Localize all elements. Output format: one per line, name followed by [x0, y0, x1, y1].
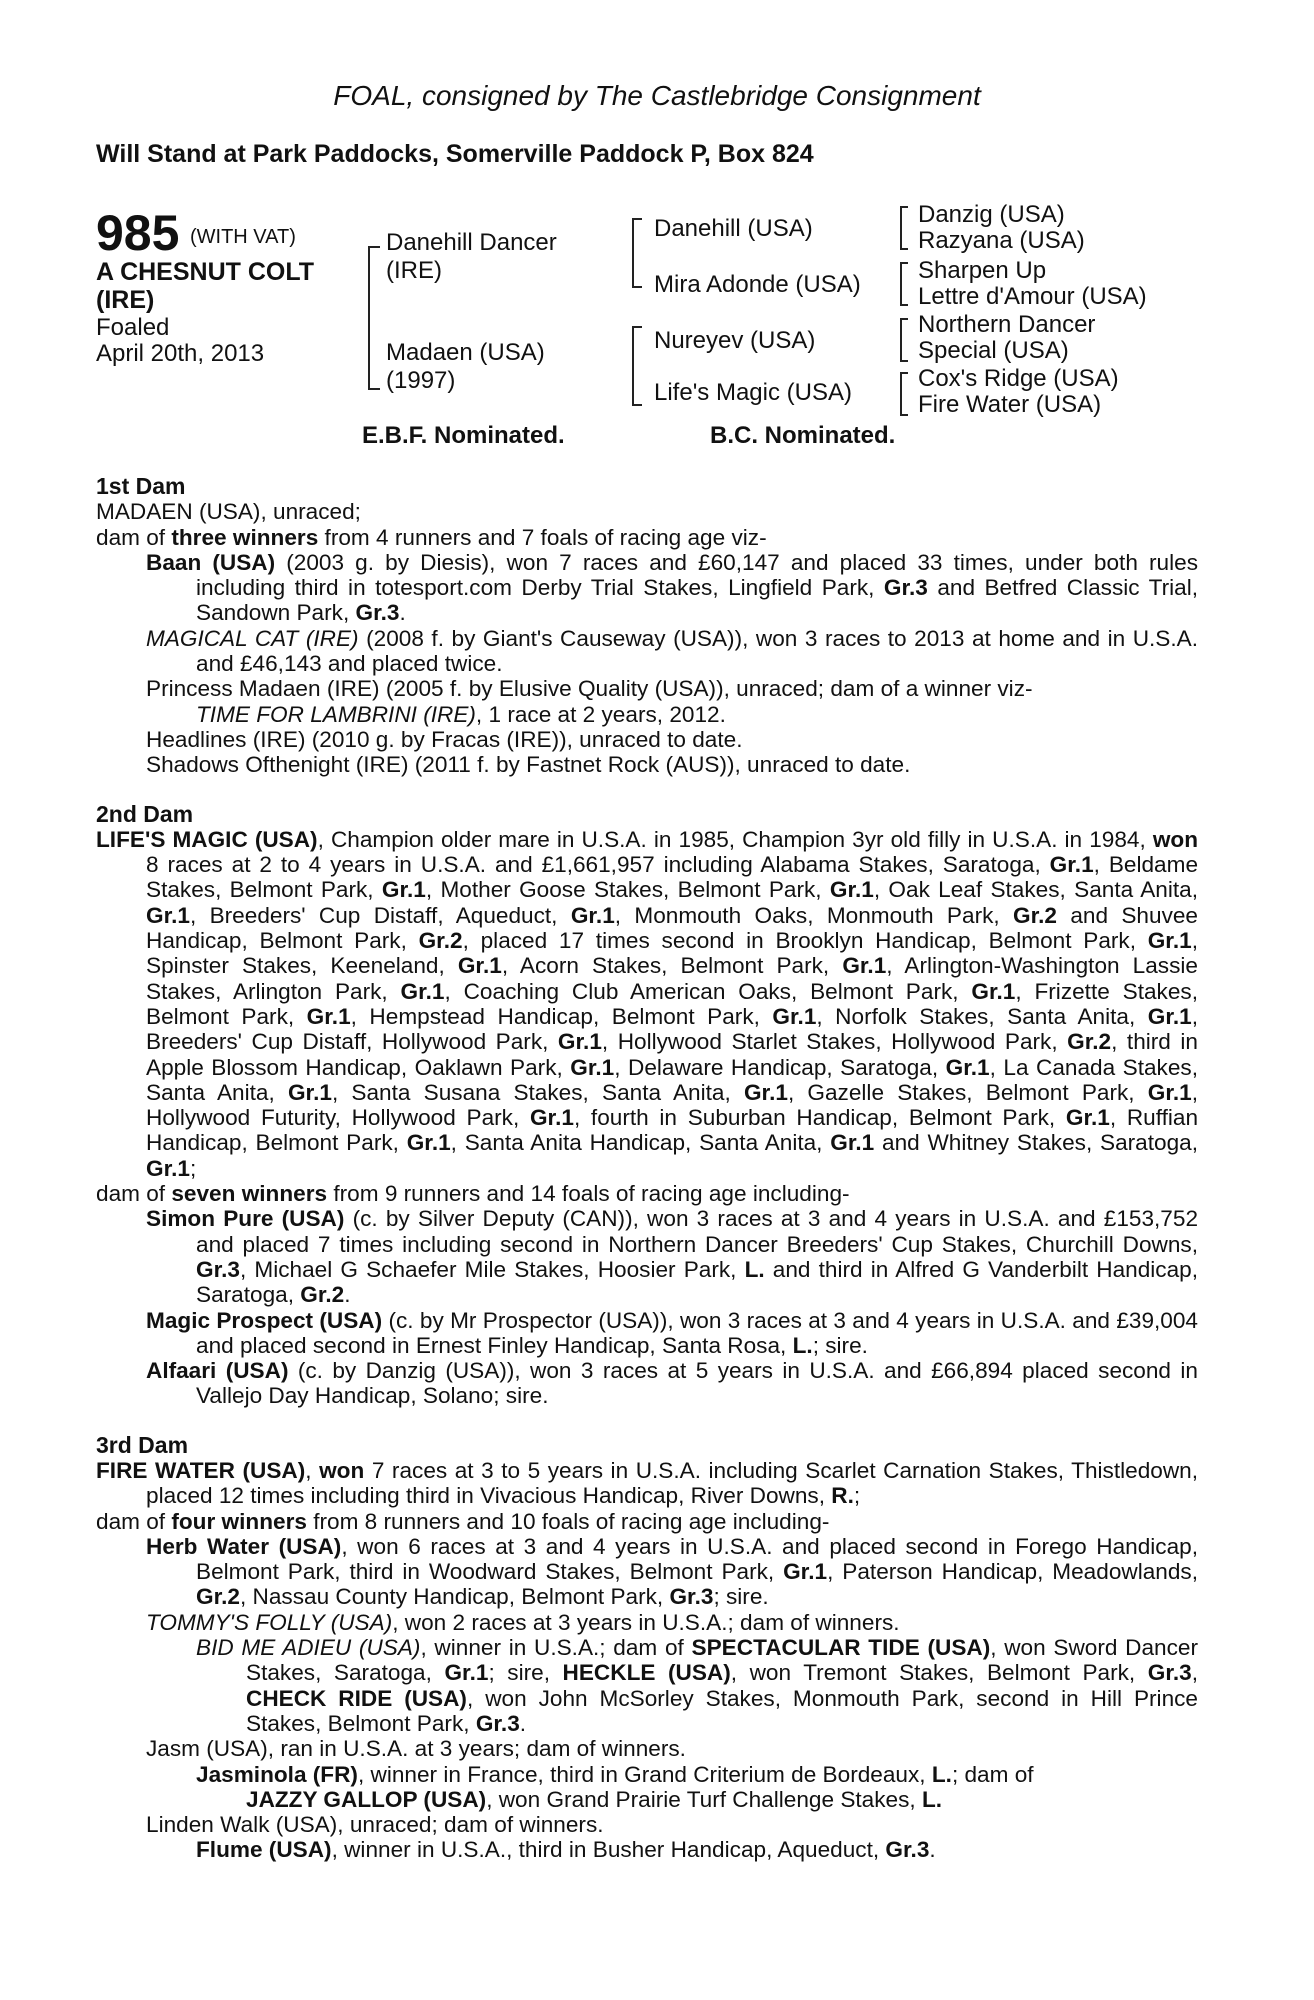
produce-linden-walk: Linden Walk (USA), unraced; dam of winners.	[146, 1812, 604, 1838]
dam-name: Madaen (USA)	[386, 339, 545, 366]
bracket-dd	[900, 372, 908, 416]
dss: Northern Dancer	[918, 311, 1096, 338]
produce-princess-madaen: Princess Madaen (IRE) (2005 f. by Elusive Quality (USA)), unraced; dam of a winner viz-	[146, 676, 1033, 702]
dam-dam: Life's Magic (USA)	[654, 379, 852, 406]
produce-simon-pure: Simon Pure (USA) (c. by Silver Deputy (CAN)), won 3 races at 3 and 4 years in U.S.A. and £153,752 and placed 7 times including second in Northern Dancer Breeders' Cup Stakes, Churchill Downs, Gr.3, Michael G Schaefer Mile Stakes, Hoosier Park, L. and third in Alfred G Vanderbilt Handicap, Saratoga, Gr.2.	[146, 1206, 1199, 1308]
stand-location: Will Stand at Park Paddocks, Somerville Paddock P, Box 824	[96, 140, 814, 168]
foaled-date: April 20th, 2013	[96, 340, 265, 367]
produce-baan: Baan (USA) (2003 g. by Diesis), won 7 races and £60,147 and placed 33 times, under both rules including third in totesport.com Derby Trial Stakes, Lingfield Park, Gr.3 and Betfred Classic Trial, Sandown Park, Gr.3.	[146, 549, 1198, 626]
produce-bid-me-adieu: BID ME ADIEU (USA), winner in U.S.A.; dam of SPECTACULAR TIDE (USA), won Sword Dancer Stakes, Saratoga, Gr.1; sire, HECKLE (USA), won Tremont Stakes, Belmont Park, Gr.3, CHECK RIDE (USA), won John McSorley Stakes, Monmouth Park, second in Hill Prince Stakes, Belmont Park, Gr.3.	[196, 1635, 1198, 1736]
sdd: Lettre d'Amour (USA)	[918, 283, 1147, 310]
pedigree-bracket-sire	[632, 218, 642, 288]
second-dam-record: LIFE'S MAGIC (USA), Champion older mare in U.S.A. in 1985, Champion 3yr old filly in U.S.A. in 1984, won 8 races at 2 to 4 years in U.S.A. and £1,661,957 including Alabama Stakes, Saratoga, Gr.1, Beldame Stakes, Belmont Park, Gr.1, Mother Goose Stakes, Belmont Park, Gr.1, Oak Leaf Stakes, Santa Anita, Gr.1, Breeders' Cup Distaff, Aqueduct, Gr.1, Monmouth Oaks, Monmouth Park, Gr.2 and Shuvee Handicap, Belmont Park, Gr.2, placed 17 times second in Brooklyn Handicap, Belmont Park, Gr.1, Spinster Stakes, Keeneland, Gr.1, Acorn Stakes, Belmont Park, Gr.1, Arlington-Washington Lassie Stakes, Arlington Park, Gr.1, Coaching Club American Oaks, Belmont Park, Gr.1, Frizette Stakes, Belmont Park, Gr.1, Hempstead Handicap, Belmont Park, Gr.1, Norfolk Stakes, Santa Anita, Gr.1, Breeders' Cup Distaff, Hollywood Park, Gr.1, Hollywood Starlet Stakes, Hollywood Park, Gr.2, third in Apple Blossom Handicap, Oaklawn Park, Gr.1, Delaware Handicap, Saratoga, Gr.1, La Canada Stakes, Santa Anita, Gr.1, Santa Susana Stakes, Santa Anita, Gr.1, Gazelle Stakes, Belmont Park, Gr.1, Hollywood Futurity, Hollywood Park, Gr.1, fourth in Suburban Handicap, Belmont Park, Gr.1, Ruffian Handicap, Belmont Park, Gr.1, Santa Anita Handicap, Santa Anita, Gr.1 and Whitney Stakes, Saratoga, Gr.1;	[96, 826, 1199, 1181]
bracket-ss	[900, 206, 908, 250]
third-dam-summary: dam of four winners from 8 runners and 10 foals of racing age including-	[96, 1508, 830, 1534]
ssd: Razyana (USA)	[918, 227, 1085, 254]
produce-herb-water: Herb Water (USA), won 6 races at 3 and 4 years in U.S.A. and placed second in Forego Handicap, Belmont Park, third in Woodward Stakes, Belmont Park, Gr.1, Paterson Handicap, Meadowlands, Gr.2, Nassau County Handicap, Belmont Park, Gr.3; sire.	[146, 1533, 1198, 1610]
second-dam-heading: 2nd Dam	[96, 800, 194, 827]
produce-time-for-lambrini: TIME FOR LAMBRINI (IRE), 1 race at 2 years, 2012.	[196, 701, 726, 727]
sire-country: (IRE)	[386, 257, 442, 284]
produce-record	[96, 474, 1198, 1863]
second-dam-summary: dam of seven winners from 9 runners and 14 foals of racing age including-	[96, 1181, 850, 1207]
produce-alfaari: Alfaari (USA) (c. by Danzig (USA)), won 3 races at 5 years in U.S.A. and £66,894 placed second in Vallejo Day Handicap, Solano; sire.	[146, 1358, 1198, 1409]
sire-dam: Mira Adonde (USA)	[654, 271, 861, 298]
pedigree-bracket-main	[368, 246, 380, 390]
dsd: Special (USA)	[918, 337, 1069, 364]
produce-tommys-folly: TOMMY'S FOLLY (USA), won 2 races at 3 years in U.S.A.; dam of winners.	[146, 1609, 900, 1635]
sds: Sharpen Up	[918, 257, 1047, 284]
first-dam-intro: MADAEN (USA), unraced;	[96, 499, 361, 525]
sire-sire: Danehill (USA)	[654, 215, 813, 242]
dam-year: (1997)	[386, 367, 456, 394]
produce-jasminola: Jasminola (FR), winner in France, third in Grand Criterium de Bordeaux, L.; dam of	[196, 1761, 1034, 1787]
produce-magical-cat: MAGICAL CAT (IRE) (2008 f. by Giant's Causeway (USA)), won 3 races to 2013 at home and in U.S.A. and £46,143 and placed twice.	[146, 625, 1199, 677]
sire-name: Danehill Dancer	[386, 229, 557, 256]
lot-number: 985	[96, 205, 180, 261]
consignor-line: FOAL, consigned by The Castlebridge Consignment	[333, 80, 981, 111]
produce-shadows: Shadows Ofthenight (IRE) (2011 f. by Fastnet Rock (AUS)), unraced to date.	[146, 752, 911, 778]
produce-jasm: Jasm (USA), ran in U.S.A. at 3 years; dam of winners.	[146, 1736, 686, 1762]
produce-flume: Flume (USA), winner in U.S.A., third in Busher Handicap, Aqueduct, Gr.3.	[196, 1837, 936, 1863]
bracket-ds	[900, 318, 908, 362]
dam-sire: Nureyev (USA)	[654, 327, 816, 354]
pedigree-bracket-dam	[632, 326, 642, 406]
bc-nominated: B.C. Nominated.	[710, 422, 896, 449]
ddd: Fire Water (USA)	[918, 391, 1102, 418]
bracket-sd	[900, 262, 908, 306]
first-dam-summary: dam of three winners from 4 runners and 7 foals of racing age viz-	[96, 524, 767, 550]
vat-note: (WITH VAT)	[190, 226, 296, 248]
ebf-nominated: E.B.F. Nominated.	[362, 422, 565, 449]
lot-description: A CHESNUT COLT	[96, 258, 315, 286]
first-dam-heading: 1st Dam	[96, 473, 186, 499]
foaled-label: Foaled	[96, 314, 170, 341]
lot-breed: (IRE)	[96, 286, 155, 314]
dds: Cox's Ridge (USA)	[918, 365, 1119, 392]
third-dam-heading: 3rd Dam	[96, 1431, 189, 1458]
sss: Danzig (USA)	[918, 201, 1065, 228]
produce-magic-prospect: Magic Prospect (USA) (c. by Mr Prospector (USA)), won 3 races at 3 and 4 years in U.S.A. and £39,004 and placed second in Ernest Finley Handicap, Santa Rosa, L.; sire.	[146, 1307, 1198, 1358]
third-dam-record: FIRE WATER (USA), won 7 races at 3 to 5 years in U.S.A. including Scarlet Carnation Stakes, Thistledown, placed 12 times including third in Vivacious Handicap, River Downs, R.;	[96, 1457, 1198, 1509]
produce-jazzy-gallop: JAZZY GALLOP (USA), won Grand Prairie Turf Challenge Stakes, L.	[246, 1786, 943, 1812]
produce-headlines: Headlines (IRE) (2010 g. by Fracas (IRE)), unraced to date.	[146, 726, 743, 752]
